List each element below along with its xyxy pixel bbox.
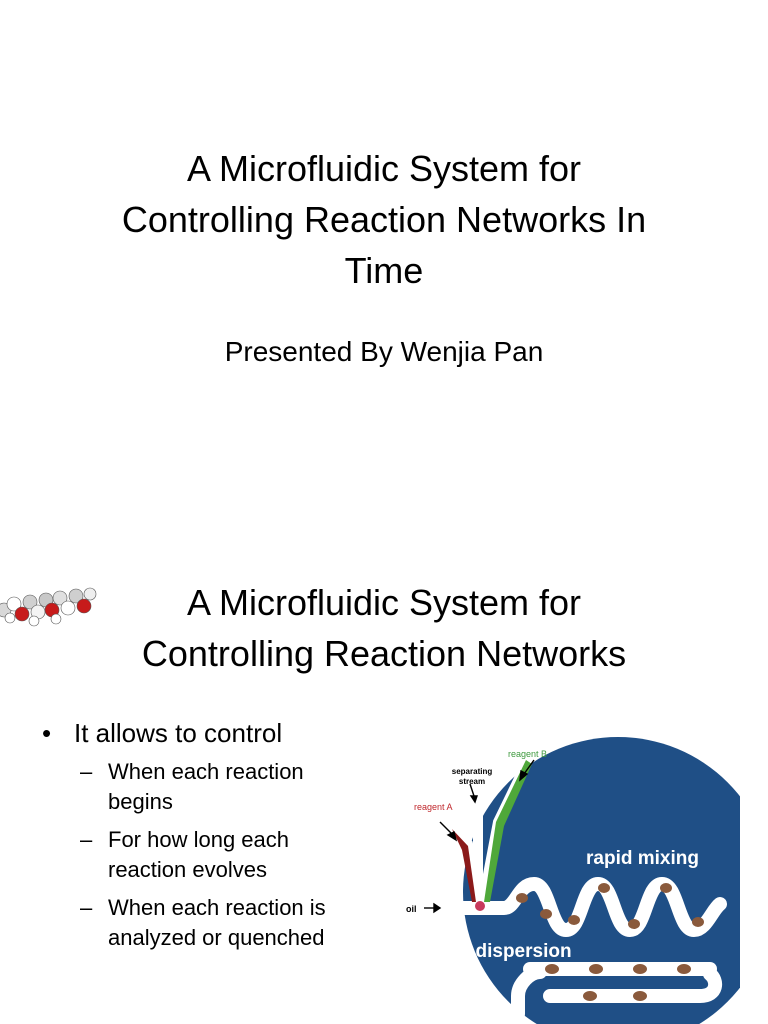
droplet [633,964,647,974]
microfluidic-diagram [400,734,740,1024]
bullet-text: It allows to control [74,718,283,748]
sub-bullet-line: analyzed or quenched [108,925,325,950]
droplet [692,917,704,927]
arrow-head-icon [448,832,456,840]
junction-droplet [475,901,485,911]
sub-bullet-list [42,757,382,953]
stream-label: stream [458,777,486,786]
sub-bullet-line: reaction evolves [108,857,267,882]
droplet [633,991,647,1001]
bullet-item [42,717,382,749]
slide-title [60,577,708,679]
droplet [545,964,559,974]
bullet-list [42,717,382,961]
title-line: Controlling Reaction Networks In [121,199,647,240]
oil-label: oil [406,904,417,914]
droplet [516,893,528,903]
sub-bullet-line: begins [108,789,173,814]
dash-marker: – [80,827,93,852]
title-line: A Microfluidic System for [186,148,582,189]
presenter-subtitle: Presented By Wenjia Pan [224,336,544,367]
title-line: Time [344,250,424,291]
sub-bullet-item [42,757,382,817]
reagent-a-label: reagent A [414,802,453,812]
no-dispersion-label: no dispersion [447,941,572,962]
droplet [540,909,552,919]
sub-bullet-line: When each reaction [108,759,304,784]
droplet [660,883,672,893]
droplet [628,919,640,929]
bullet-marker: • [42,718,52,748]
content-slide [0,512,768,1024]
droplet [598,883,610,893]
title-line: A Microfluidic System for [186,582,582,623]
sub-bullet-line: When each reaction is [108,895,326,920]
sub-bullet-item [42,825,382,885]
reagent-b-label: reagent B [508,749,548,759]
slide-title [34,143,734,296]
droplet [677,964,691,974]
sub-bullet-item [42,893,382,953]
separating-label: separating [451,767,493,776]
dash-marker: – [80,759,93,784]
rapid-mixing-label: rapid mixing [586,848,699,869]
dash-marker: – [80,895,93,920]
sub-bullet-line: For how long each [108,827,289,852]
droplet [583,991,597,1001]
droplet [589,964,603,974]
title-line: Controlling Reaction Networks [141,633,627,674]
droplet [568,915,580,925]
